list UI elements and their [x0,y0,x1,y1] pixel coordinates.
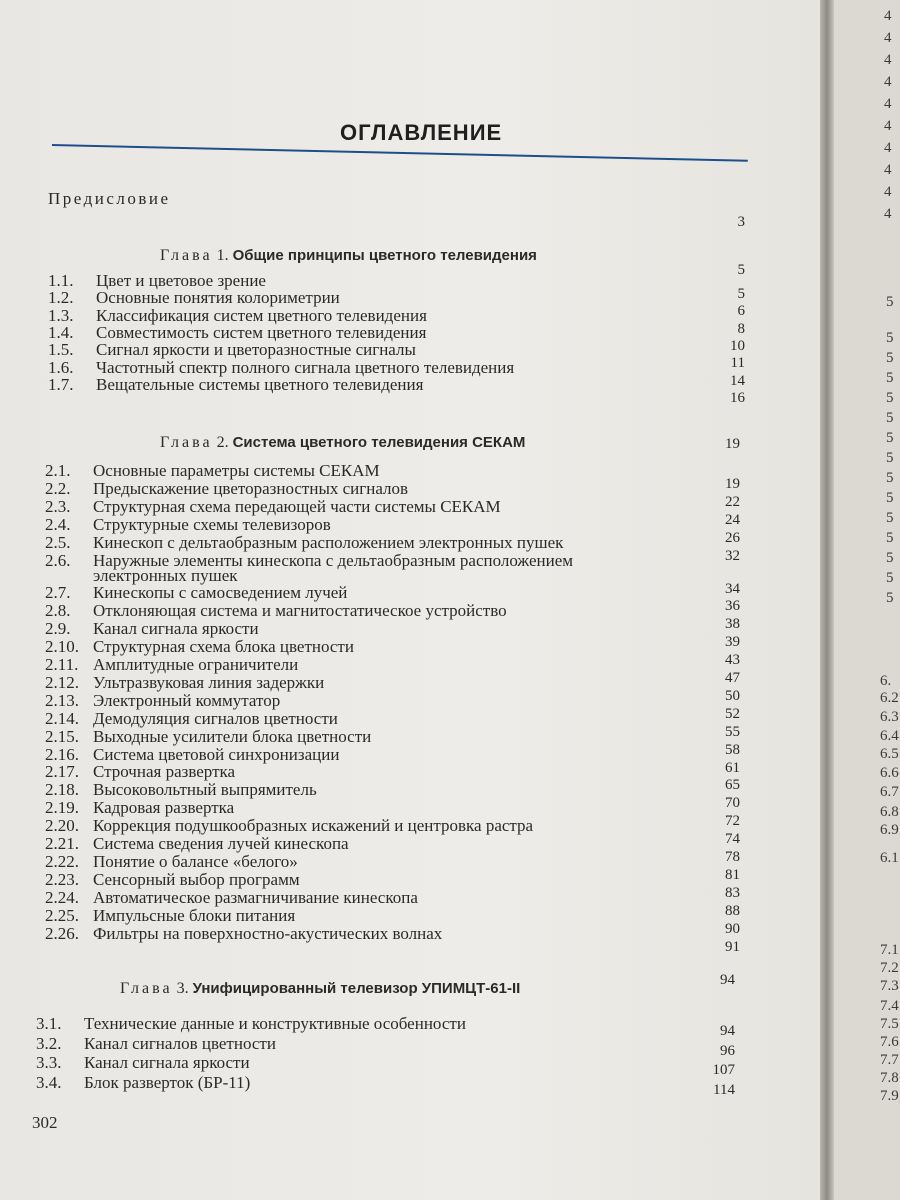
toc-entry-number: 2.13. [45,690,79,710]
toc-entry-number: 2.16. [45,744,79,764]
next-page-edge-text: 5 [886,430,894,446]
chapter-title: Общие принципы цветного телевидения [232,247,537,264]
toc-entry-page: 32 [725,547,740,564]
toc-entry-number: 1.1. [48,271,74,290]
toc-entry-page: 16 [730,389,745,406]
toc-entry-page: 96 [720,1042,735,1059]
toc-entry-number: 2.7. [45,583,71,603]
chapter-2-heading [160,434,525,452]
next-page-edge-text: 6.3 [880,709,899,725]
toc-entry-number: 2.11. [45,655,79,674]
toc-entry-page: 55 [725,723,740,740]
toc-entry-number: 2.22. [45,851,79,871]
toc-entry-page: 88 [725,902,740,919]
toc-entry-number: 1.4. [48,322,74,342]
next-page-edge-text: 7.1 [880,942,899,958]
next-page-edge-text: 5 [886,330,894,346]
toc-entry-title: Электронный коммутатор [93,690,281,710]
next-page-edge-text: 5 [886,450,894,466]
toc-entry-number: 2.24. [45,887,79,907]
toc-entry-number: 1.5. [48,340,74,360]
toc-entry-title: Автоматическое размагничивание кинескопа [93,887,418,907]
next-page-edge-text: 7.8 [880,1070,899,1086]
next-page-edge-text: 7.6 [880,1034,899,1050]
chapter-number: 2. [216,434,229,451]
toc-entry-page: 81 [725,866,740,883]
toc-entry-number: 2.21. [45,834,79,853]
toc-entry-title: Система сведения лучей кинескопа [93,834,349,853]
toc-entry-page: 52 [725,705,740,722]
toc-entry-title: Основные параметры системы СЕКАМ [93,461,380,480]
toc-entry-page: 114 [713,1081,735,1098]
toc-entry-page: 83 [725,884,740,901]
toc-entry-number: 1.7. [48,374,74,394]
toc-entry-title-continued: электронных пушек [93,565,238,585]
next-page-edge-text: 5 [886,590,894,606]
toc-entry-page: 58 [725,741,740,758]
next-page-edge-text: 6.2 [880,690,899,706]
chapter-1-page: 5 [737,262,745,278]
next-page-edge-text: 5 [886,490,894,506]
toc-entry-number: 2.15. [45,726,79,746]
toc-entry-page: 91 [725,938,740,955]
toc-entry-title: Демодуляция сигналов цветности [93,708,338,728]
next-page-edge-text: 6.7 [880,784,899,800]
toc-entry-page: 8 [737,320,745,337]
toc-entry-title: Фильтры на поверхностно-акустических волнах [93,923,443,943]
next-page-edge-text: 4 [884,118,892,134]
toc-entry-title: Строчная развертка [93,762,236,782]
toc-entry-page: 22 [725,493,740,510]
toc-entry-page: 50 [725,687,740,704]
toc-entry-page: 65 [725,777,740,794]
toc-entry-page: 10 [730,337,745,354]
chapter-word: Глава [120,980,173,997]
toc-entry-number: 3.2. [36,1033,62,1053]
toc-entry-title: Структурная схема блока цветности [93,637,354,657]
toc-entry-number: 3.1. [36,1014,62,1033]
toc-entry-page: 5 [737,286,745,302]
toc-entry-page: 70 [725,795,740,812]
toc-entry-page: 11 [730,355,745,372]
toc-entry-page: 26 [725,529,740,546]
toc-entry-page: 74 [725,831,740,848]
toc-entry-number: 2.10. [45,637,79,657]
next-page-edge-text: 6.9 [880,822,899,838]
toc-entry-number: 2.1. [45,461,71,480]
toc-entry-title: Отклоняющая система и магнитостатическое устройство [93,601,507,621]
toc-entry-title: Канал сигналов цветности [84,1033,276,1053]
toc-entry-title: Основные понятия колориметрии [96,288,340,308]
next-page-edge-text: 6. [880,673,892,689]
toc-entry-title: Блок разверток (БР-11) [84,1072,251,1092]
toc-entry-title: Наружные элементы кинескопа с дельтаобразным расположением [93,550,574,570]
toc-entry-page: 78 [725,849,740,865]
next-page-edge-text: 5 [886,390,894,406]
toc-entry-page: 34 [725,580,740,597]
toc-entry-title: Структурная схема передающей части системы СЕКАМ [93,496,501,516]
next-page-edge-text: 6.6 [880,765,899,781]
chapter-title: Система цветного телевидения СЕКАМ [232,434,526,451]
toc-entry-title: Совместимость систем цветного телевидения [96,322,427,342]
toc-entry-number: 2.25. [45,905,79,925]
chapter-1-heading [160,247,537,265]
toc-entry-number: 2.6. [45,550,71,570]
toc-entry-page: 14 [730,372,745,389]
toc-entry-title: Кинескоп с дельтаобразным расположением электронных пушек [93,532,564,552]
toc-entry-page: 6 [737,303,745,320]
toc-entry-number: 2.23. [45,869,79,889]
title-underline [52,144,748,162]
next-page-edge-text: 5 [886,370,894,386]
toc-entry-page: 47 [725,670,740,686]
toc-entry-page: 36 [725,598,740,615]
chapter-3-page: 94 [720,972,735,988]
next-page-edge-text: 7.5 [880,1016,899,1032]
chapter-2-page: 19 [725,436,740,452]
toc-entry-title: Система цветовой синхронизации [93,744,340,764]
next-page-edge-text: 5 [886,550,894,566]
toc-entry-title: Коррекция подушкообразных искажений и центровка растра [93,816,534,836]
toc-entry-page: 72 [725,813,740,830]
chapter-word: Глава [160,247,213,264]
next-page-edge-text: 4 [884,140,892,156]
next-page-edge-text: 5 [886,410,894,426]
next-page-edge-text: 6.5 [880,746,899,762]
toc-entry-title: Канал сигнала яркости [84,1053,250,1072]
next-page-edge-text: 4 [884,74,892,90]
toc-entry-page: 43 [725,652,740,669]
toc-entry-page: 19 [725,476,740,492]
next-page-edge-text: 5 [886,510,894,526]
toc-entry-page: 39 [725,634,740,651]
toc-entry-number: 1.3. [48,305,74,325]
toc-entry-title: Цвет и цветовое зрение [96,271,266,290]
toc-entry-title: Предыскажение цветоразностных сигналов [93,478,409,498]
next-page-edge-text: 7.4 [880,998,899,1014]
toc-entry-title: Импульсные блоки питания [93,905,296,925]
chapter-number: 3. [176,980,189,997]
toc-entry-title: Структурные схемы телевизоров [93,514,331,534]
toc-entry-title: Амплитудные ограничители [93,655,299,674]
preface-entry: Предисловие [48,189,171,208]
toc-entry-page: 107 [712,1062,735,1078]
next-page-edge-text: 7.9 [880,1088,899,1104]
toc-entry-number: 3.4. [36,1072,62,1092]
toc-entry-title: Канал сигнала яркости [93,619,259,639]
page-number: 302 [32,1113,58,1132]
toc-entry-title: Сигнал яркости и цветоразностные сигналы [96,340,416,360]
toc-entry-title: Частотный спектр полного сигнала цветного телевидения [96,357,515,377]
toc-entry-page: 24 [725,511,740,528]
page-title: ОГЛАВЛЕНИЕ [340,120,503,145]
next-page-edge-text: 4 [884,52,892,68]
toc-entry-page: 38 [725,616,740,633]
next-page-edge-text: 5 [886,530,894,546]
toc-entry-number: 2.2. [45,478,71,498]
next-page-edge-text: 5 [886,570,894,586]
toc-entry-number: 2.26. [45,923,79,943]
next-page-edge-text: 4 [884,184,892,200]
toc-entry-page: 61 [725,759,740,776]
toc-entry-title: Кинескопы с самосведением лучей [93,583,348,603]
next-page-edge-text: 5 [886,294,894,310]
toc-entry-page: 94 [720,1023,735,1039]
toc-entry-number: 2.20. [45,816,79,836]
next-page-edge-text: 6.8 [880,804,899,820]
toc-entry-page: 90 [725,920,740,937]
chapter-word: Глава [160,434,213,451]
next-page-edge-text: 6.1 [880,850,899,866]
next-page-edge-text: 7.7 [880,1052,899,1068]
toc-entry-number: 3.3. [36,1053,62,1072]
next-page-edge-text: 7.3 [880,978,899,994]
toc-entry-title: Высоковольтный выпрямитель [93,780,317,800]
toc-entry-number: 2.19. [45,798,79,818]
next-page-edge-text: 7.2 [880,960,899,976]
toc-entry-number: 2.14. [45,708,79,728]
next-page-edge-text: 4 [884,206,892,222]
book-gutter [820,0,834,1200]
toc-entry-title: Понятие о балансе «белого» [93,851,298,871]
next-page-edge-text: 4 [884,96,892,112]
toc-entry-number: 2.12. [45,672,79,692]
chapter-title: Унифицированный телевизор УПИМЦТ-61-II [192,980,521,997]
toc-entry-number: 2.4. [45,514,71,534]
next-page-edge-text: 5 [886,350,894,366]
next-page-edge-text: 4 [884,30,892,46]
toc-entry-number: 2.3. [45,496,71,516]
toc-entry-title: Классификация систем цветного телевидения [96,305,427,325]
book-page-right-edge [834,0,900,1200]
toc-entry-number: 2.5. [45,532,71,552]
toc-entry-number: 2.17. [45,762,79,782]
toc-entry-number: 1.2. [48,288,74,308]
preface-page: 3 [737,214,745,230]
toc-entry-number: 2.8. [45,601,71,621]
next-page-edge-text: 4 [884,162,892,178]
next-page-edge-text: 4 [884,8,892,24]
toc-entry-title: Выходные усилители блока цветности [93,726,372,746]
toc-entry-number: 2.18. [45,780,79,800]
toc-entry-number: 1.6. [48,357,74,377]
chapter-number: 1. [216,247,229,264]
toc-entry-title: Кадровая развертка [93,798,235,818]
next-page-edge-text: 5 [886,470,894,486]
toc-entry-title: Сенсорный выбор программ [93,869,300,889]
next-page-edge-text: 6.4 [880,728,899,744]
toc-entry-title: Технические данные и конструктивные особенности [84,1014,466,1033]
chapter-3-heading [120,980,520,998]
toc-entry-title: Ультразвуковая линия задержки [93,672,325,692]
toc-entry-title: Вещательные системы цветного телевидения [96,374,424,394]
toc-entry-number: 2.9. [45,619,71,639]
